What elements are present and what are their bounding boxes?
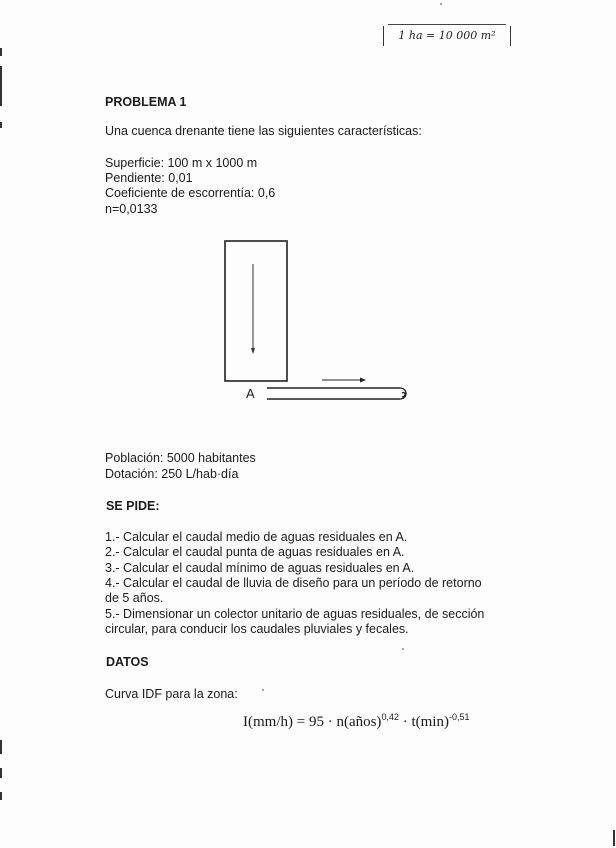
scan-edge-mark bbox=[0, 740, 2, 754]
problem-title: PROBLEMA 1 bbox=[105, 95, 187, 109]
scan-edge-mark bbox=[613, 830, 615, 846]
request-item: 1.- Calcular el caudal medio de aguas residuales en A. bbox=[105, 530, 408, 544]
intro-text: Una cuenca drenante tiene las siguientes características: bbox=[105, 124, 422, 138]
request-item: 5.- Dimensionar un colector unitario de aguas residuales, de sección bbox=[105, 607, 485, 621]
catchment-rectangle bbox=[225, 241, 287, 381]
scan-speck bbox=[402, 648, 404, 650]
request-item: de 5 años. bbox=[105, 591, 164, 605]
idf-label: Curva IDF para la zona: bbox=[105, 687, 238, 701]
catchment-diagram bbox=[220, 238, 420, 408]
point-a-label: A bbox=[246, 386, 255, 401]
request-item: 2.- Calcular el caudal punta de aguas residuales en A. bbox=[105, 545, 405, 559]
characteristic-runoff: Coeficiente de escorrentía: 0,6 bbox=[105, 186, 276, 200]
formula-lhs: I(mm/h) = 95 · n(años) bbox=[243, 714, 382, 730]
request-item: 3.- Calcular el caudal mínimo de aguas residuales en A. bbox=[105, 561, 415, 575]
characteristic-manning: n=0,0133 bbox=[105, 202, 158, 216]
note-overline bbox=[388, 24, 506, 25]
scan-edge-mark bbox=[0, 768, 2, 778]
formula-mid: · t(min) bbox=[398, 714, 449, 730]
scan-speck bbox=[440, 3, 442, 5]
collector-flow-arrow-head bbox=[360, 378, 366, 383]
se-pide-title: SE PIDE: bbox=[106, 499, 160, 513]
scan-edge-mark bbox=[0, 122, 2, 128]
characteristic-slope: Pendiente: 0,01 bbox=[105, 171, 193, 185]
population-text: Población: 5000 habitantes bbox=[105, 451, 256, 465]
idf-formula bbox=[243, 712, 469, 731]
request-item: circular, para conducir los caudales pluviales y fecales. bbox=[105, 622, 409, 636]
scan-edge-mark bbox=[0, 792, 2, 800]
scan-edge-mark bbox=[0, 66, 2, 106]
allocation-text: Dotación: 250 L/hab·día bbox=[105, 467, 239, 481]
formula-exponent-1: 0,42 bbox=[381, 712, 399, 722]
formula-exponent-2: -0,51 bbox=[448, 712, 470, 722]
collector-end bbox=[400, 388, 406, 399]
flow-arrow-head bbox=[251, 348, 255, 354]
request-item: 4.- Calcular el caudal de lluvia de diseño para un período de retorno bbox=[105, 576, 482, 590]
scan-edge-mark bbox=[0, 48, 2, 56]
characteristic-surface: Superficie: 100 m x 1000 m bbox=[105, 156, 258, 170]
handwritten-note: 1 ha = 10 000 m² bbox=[383, 26, 511, 46]
scan-speck bbox=[262, 689, 264, 691]
datos-title: DATOS bbox=[106, 655, 149, 669]
